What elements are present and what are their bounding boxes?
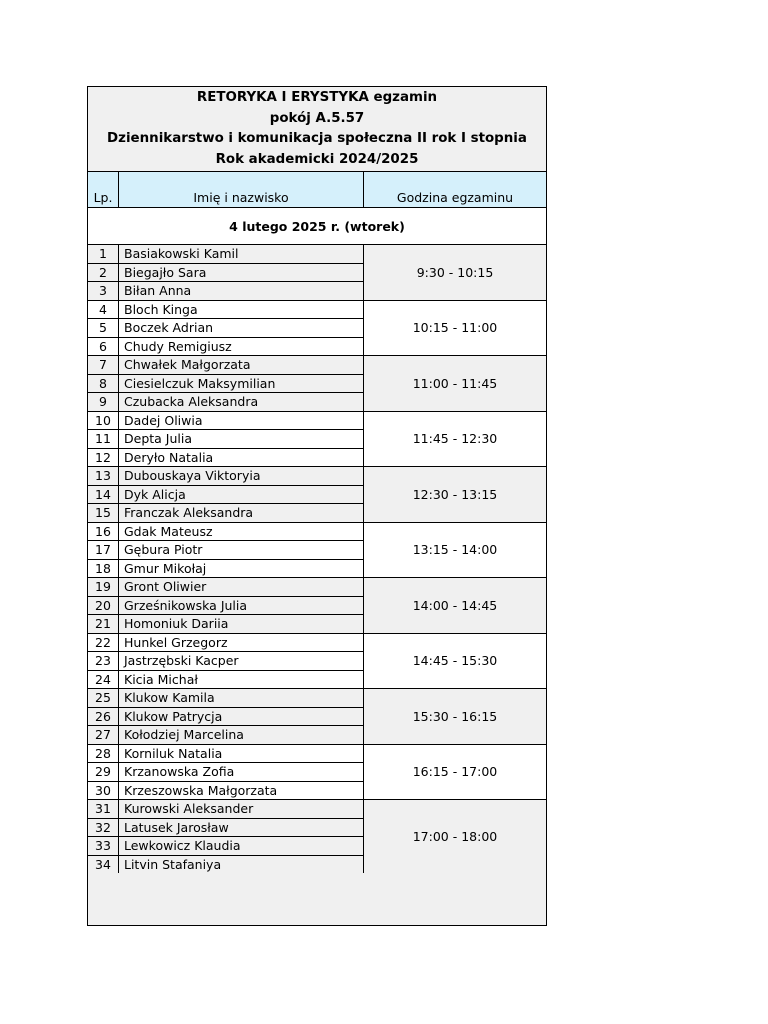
course-title: RETORYKA I ERYSTYKA egzamin: [196, 90, 438, 105]
row-number-cell: 16: [88, 523, 119, 542]
exam-time-cell: 17:00 - 18:00: [364, 800, 546, 874]
column-header-name: Imię i nazwisko: [119, 172, 364, 208]
row-number-cell: 21: [88, 615, 119, 634]
student-name-cell: Gębura Piotr: [119, 541, 364, 560]
student-name-cell: Litvin Stafaniya: [119, 856, 364, 875]
row-number-cell: 20: [88, 597, 119, 616]
student-name-cell: Klukow Patrycja: [119, 708, 364, 727]
row-number-cell: 19: [88, 578, 119, 597]
row-number-cell: 10: [88, 412, 119, 431]
student-name-cell: Kołodziej Marcelina: [119, 726, 364, 745]
exam-time-cell: 11:45 - 12:30: [364, 412, 546, 468]
row-number-cell: 18: [88, 560, 119, 579]
row-number-cell: 15: [88, 504, 119, 523]
room-label: pokój A.5.57: [269, 110, 365, 126]
row-number-cell: 4: [88, 301, 119, 320]
table-footer-empty: [88, 873, 546, 925]
student-name-cell: Dadej Oliwia: [119, 412, 364, 431]
row-number-cell: 1: [88, 245, 119, 264]
column-header-lp: Lp.: [88, 172, 119, 208]
student-name-cell: Grześnikowska Julia: [119, 597, 364, 616]
program-label: Dziennikarstwo i komunikacja społeczna II rok I stopnia: [107, 131, 527, 146]
student-name-cell: Korniluk Natalia: [119, 745, 364, 764]
exam-schedule-sheet: [87, 86, 547, 926]
student-name-cell: Dyk Alicja: [119, 486, 364, 505]
student-name-cell: Bloch Kinga: [119, 301, 364, 320]
row-number-cell: 33: [88, 837, 119, 856]
schedule-header: [88, 87, 546, 172]
student-name-cell: Franczak Aleksandra: [119, 504, 364, 523]
column-header-time: Godzina egzaminu: [364, 172, 546, 208]
row-number-cell: 8: [88, 375, 119, 394]
student-name-cell: Gront Oliwier: [119, 578, 364, 597]
row-number-cell: 34: [88, 856, 119, 875]
exam-time-cell: 11:00 - 11:45: [364, 356, 546, 412]
exam-time-cell: 13:15 - 14:00: [364, 523, 546, 579]
student-name-cell: Latusek Jarosław: [119, 819, 364, 838]
exam-time-cell: 14:00 - 14:45: [364, 578, 546, 634]
row-number-cell: 2: [88, 264, 119, 283]
row-number-cell: 11: [88, 430, 119, 449]
student-name-cell: Gdak Mateusz: [119, 523, 364, 542]
row-number-cell: 29: [88, 763, 119, 782]
exam-time-cell: 10:15 - 11:00: [364, 301, 546, 357]
student-name-cell: Basiakowski Kamil: [119, 245, 364, 264]
student-name-cell: Deryło Natalia: [119, 449, 364, 468]
row-number-cell: 3: [88, 282, 119, 301]
student-name-cell: Dubouskaya Viktoryia: [119, 467, 364, 486]
exam-time-cell: 15:30 - 16:15: [364, 689, 546, 745]
student-name-cell: Chwałek Małgorzata: [119, 356, 364, 375]
row-number-cell: 13: [88, 467, 119, 486]
student-name-cell: Czubacka Aleksandra: [119, 393, 364, 412]
exam-time-cell: 12:30 - 13:15: [364, 467, 546, 523]
row-number-cell: 25: [88, 689, 119, 708]
row-number-cell: 24: [88, 671, 119, 690]
student-name-cell: Klukow Kamila: [119, 689, 364, 708]
row-number-cell: 32: [88, 819, 119, 838]
student-name-cell: Hunkel Grzegorz: [119, 634, 364, 653]
row-number-cell: 7: [88, 356, 119, 375]
student-name-cell: Kicia Michał: [119, 671, 364, 690]
student-name-cell: Krzanowska Zofia: [119, 763, 364, 782]
row-number-cell: 12: [88, 449, 119, 468]
row-number-cell: 27: [88, 726, 119, 745]
student-name-cell: Jastrzębski Kacper: [119, 652, 364, 671]
student-name-cell: Krzeszowska Małgorzata: [119, 782, 364, 801]
row-number-cell: 14: [88, 486, 119, 505]
exam-date-row: 4 lutego 2025 r. (wtorek): [88, 208, 546, 245]
student-name-cell: Biegajło Sara: [119, 264, 364, 283]
row-number-cell: 31: [88, 800, 119, 819]
student-name-cell: Boczek Adrian: [119, 319, 364, 338]
academic-year-label: Rok akademicki 2024/2025: [215, 151, 419, 167]
student-name-cell: Ciesielczuk Maksymilian: [119, 375, 364, 394]
row-number-cell: 5: [88, 319, 119, 338]
student-name-cell: Biłan Anna: [119, 282, 364, 301]
student-name-cell: Chudy Remigiusz: [119, 338, 364, 357]
student-name-cell: Depta Julia: [119, 430, 364, 449]
row-number-cell: 28: [88, 745, 119, 764]
student-name-cell: Lewkowicz Klaudia: [119, 837, 364, 856]
row-number-cell: 30: [88, 782, 119, 801]
student-name-cell: Gmur Mikołaj: [119, 560, 364, 579]
row-number-cell: 6: [88, 338, 119, 357]
row-number-cell: 9: [88, 393, 119, 412]
exam-time-cell: 9:30 - 10:15: [364, 245, 546, 301]
exam-time-cell: 14:45 - 15:30: [364, 634, 546, 690]
student-name-cell: Kurowski Aleksander: [119, 800, 364, 819]
exam-time-cell: 16:15 - 17:00: [364, 745, 546, 801]
row-number-cell: 23: [88, 652, 119, 671]
row-number-cell: 26: [88, 708, 119, 727]
row-number-cell: 17: [88, 541, 119, 560]
student-name-cell: Homoniuk Dariia: [119, 615, 364, 634]
row-number-cell: 22: [88, 634, 119, 653]
